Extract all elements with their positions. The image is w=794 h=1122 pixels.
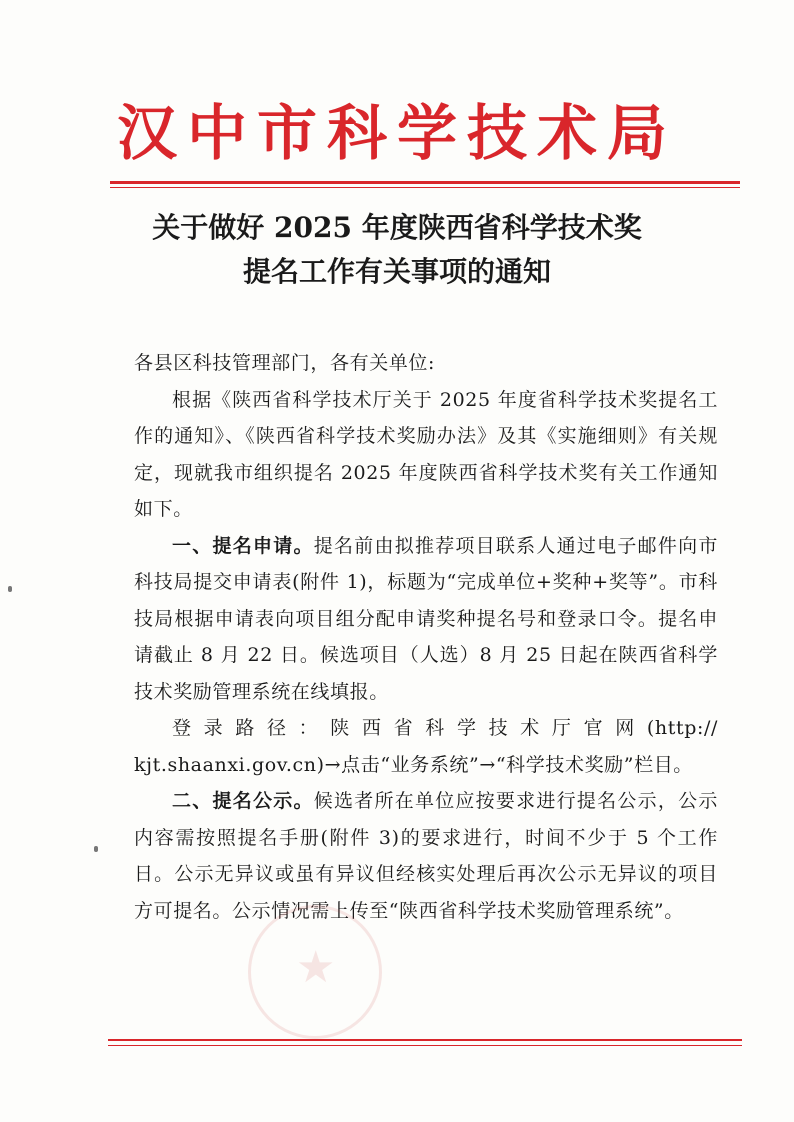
document-title-line-2: 提名工作有关事项的通知 — [242, 255, 551, 288]
section-1-paragraph — [134, 528, 718, 711]
document-title-line-1: 关于做好 2025 年度陕西省科学技术奖 — [152, 211, 642, 244]
footer-rule-thin — [108, 1045, 742, 1046]
login-path-paragraph: 登录路径：陕西省科学技术厅官网(http:// kjt.shaanxi.gov.cn)→点击“业务系统”→“科学技术奖励”栏目。 — [134, 717, 718, 776]
section-1-text: 提名前由拟推荐项目联系人通过电子邮件向市科技局提交申请表(附件 1)，标题为“完成单位+奖种+奖等”。市科技局根据申请表向项目组分配申请奖种提名号和登录口令。提名申请截止 8 月 22 日。候选项目（人选）8 月 25 日起在陕西省科学技术奖励管理系统在线填报。 — [134, 534, 718, 703]
section-1-heading: 一、提名申请。 — [172, 534, 314, 557]
letterhead-rule-thin — [110, 187, 740, 188]
scan-speck — [94, 846, 98, 852]
scan-speck — [8, 586, 12, 592]
section-2-heading: 二、提名公示。 — [172, 790, 314, 812]
footer-rule-thick — [108, 1039, 742, 1041]
section-2-paragraph — [134, 783, 718, 929]
seal-star-icon: ★ — [296, 942, 336, 993]
letterhead-title: 汉中市科学技术局 — [117, 99, 677, 169]
document-body — [134, 345, 718, 929]
salutation: 各县区科技管理部门，各有关单位: — [134, 352, 436, 374]
section-2-text: 候选者所在单位应按要求进行提名公示，公示内容需按照提名手册(附件 3)的要求进行，时间不少于 5 个工作日。公示无异议或虽有异议但经核实处理后再次公示无异议的项目方可提名。公示情况需上传至“陕西省科学技术奖励管理系统”。 — [134, 790, 718, 922]
intro-paragraph: 根据《陕西省科学技术厅关于 2025 年度省科学技术奖提名工作的通知》、《陕西省科学技术奖励办法》及其《实施细则》有关规定，现就我市组织提名 2025 年度陕西省科学技术奖有关工作通知如下。 — [134, 388, 718, 520]
letterhead-rule-thick — [110, 181, 740, 184]
